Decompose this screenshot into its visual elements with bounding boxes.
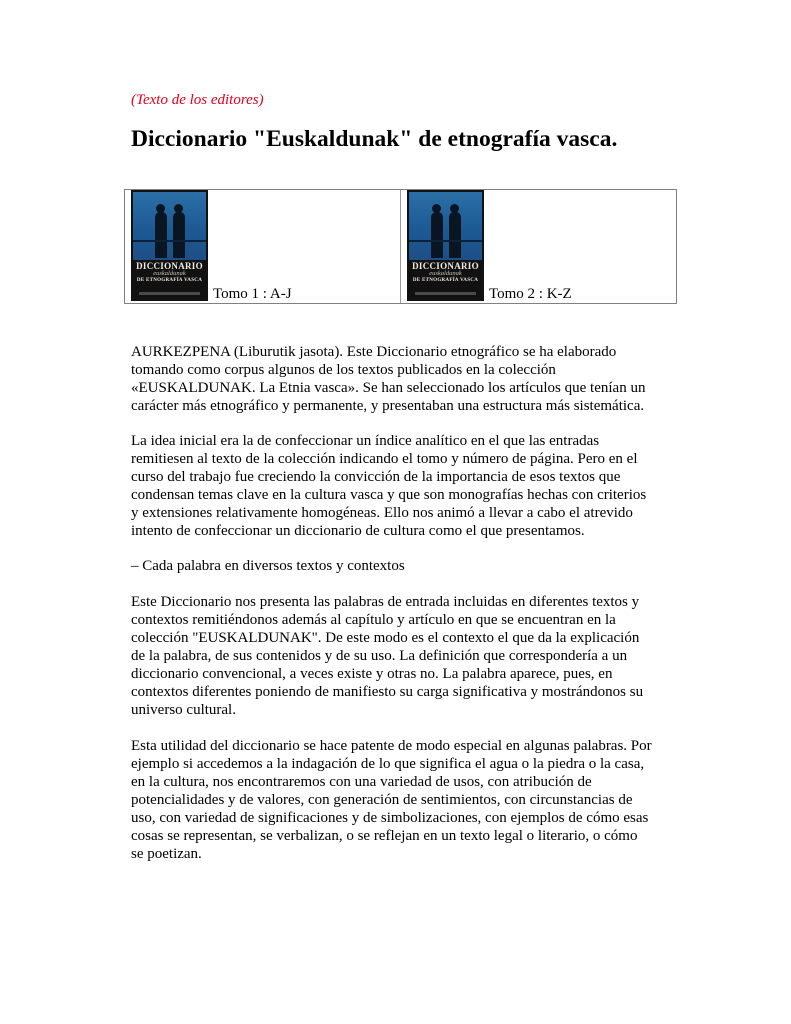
cover-subtitle: euskaldunak	[429, 270, 462, 277]
paragraph-utilidad: Esta utilidad del diccionario se hace patente de modo especial en algunas palabras. Por ejemplo si accedemos a la indagación de lo que significa el agua o la piedra o la casa, en la cultura, nos encontraremos con una variedad de usos, con atribución de potencialidades y de valores, con generación de sentimientos, con circunstancias de uso, con variedad de significaciones y de simbolizaciones, con ejemplos de cómo esas cosas se representan, se verbalizan, o se reflejan en un texto legal o literario, o cómo se poetizan.	[131, 738, 652, 862]
cover-title: DICCIONARIO	[136, 261, 203, 271]
cover-tagline: DE ETNOGRAFÍA VASCA	[412, 278, 479, 283]
editors-note: (Texto de los editores)	[131, 92, 264, 108]
volume-cell-2	[401, 190, 676, 303]
paragraph-idea-inicial: La idea inicial era la de confeccionar un índice analítico en el que las entradas remitiesen al texto de la colección indicando el tomo y número de página. Pero en el curso del trabajo fue creciendo la convicción de la importancia de esos textos que condensan temas clave en la cultura vasca y que son monografías hechas con criterios y extensiones relativamente homogéneas. Ello nos animó a llevar a cabo el atrevido intento de confeccionar un diccionario de cultura como el que presentamos.	[131, 433, 647, 539]
cover-tagline: DE ETNOGRAFÍA VASCA	[136, 278, 203, 283]
paragraph-aurkezpena: AURKEZPENA (Liburutik jasota). Este Diccionario etnográfico se ha elaborado tomando como corpus algunos de los textos publicados en la colección «EUSKALDUNAK. La Etnia vasca». Se han seleccionado los artículos que tenían un carácter más etnográfico y permanente, y presentaban una estructura más sistemática.	[131, 344, 646, 414]
paragraph-subheading: – Cada palabra en diversos textos y contextos	[131, 558, 405, 574]
cover-title: DICCIONARIO	[412, 261, 479, 271]
book-cover-image[interactable]	[407, 190, 484, 301]
book-cover-image[interactable]	[131, 190, 208, 301]
page-title: Diccionario "Euskaldunak" de etnografía vasca.	[131, 126, 618, 152]
volume-cell-1	[125, 190, 401, 303]
volume-label: Tomo 1 : A-J	[213, 286, 292, 302]
volume-label: Tomo 2 : K-Z	[489, 286, 572, 302]
paragraph-contextos: Este Diccionario nos presenta las palabras de entrada incluidas en diferentes textos y contextos remitiéndonos además al capítulo y artículo en que se encuentran en la colección "EUSKALDUNAK". De este modo es el contexto el que da la explicación de la palabra, de sus contenidos y de su uso. La definición que correspondería a un diccionario convencional, a veces existe y otras no. La palabra aparece, pues, en contextos diferentes poniendo de manifiesto su carga significativa y mostrándonos su universo cultural.	[131, 594, 644, 718]
volumes-table	[124, 189, 677, 304]
cover-subtitle: euskaldunak	[153, 270, 186, 277]
